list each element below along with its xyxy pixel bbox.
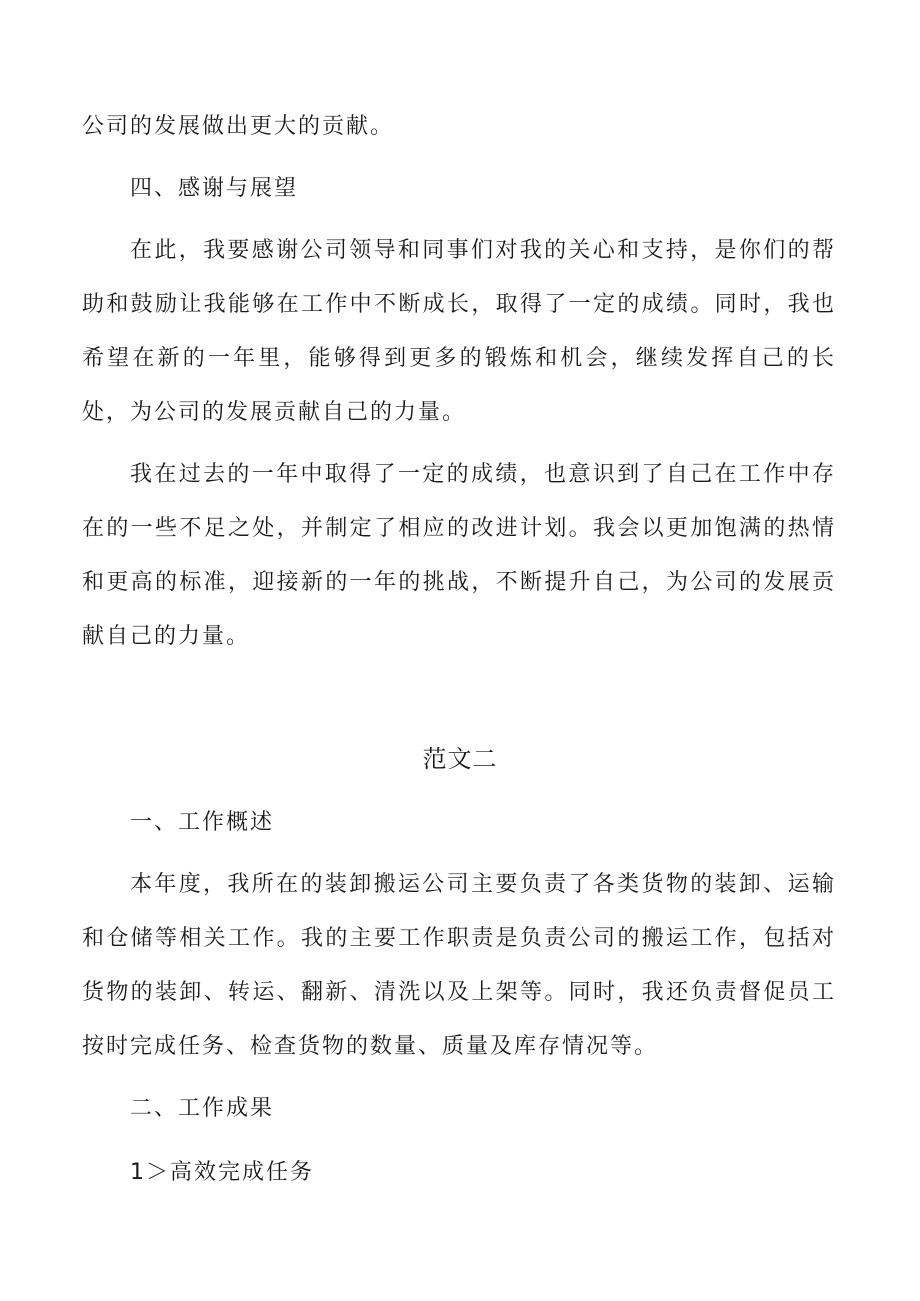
section-heading-work-overview: 一、工作概述 xyxy=(130,810,275,835)
work-overview-paragraph: 本年度，我所在的装卸搬运公司主要负责了各类货物的装卸、运输和仓储等相关工作。我的主要工作职责是负责公司的搬运工作，包括对货物的装卸、转运、翻新、清洗以及上架等。同时，我还负责督促员工按时完成任务、检查货物的数量、质量及库存情况等。 xyxy=(82,872,836,1059)
thanks-paragraph: 在此，我要感谢公司领导和同事们对我的关心和支持，是你们的帮助和鼓励让我能够在工作中不断成长，取得了一定的成绩。同时，我也希望在新的一年里，能够得到更多的锻炼和机会，继续发挥自己的长处，为公司的发展贡献自己的力量。 xyxy=(82,238,836,425)
subheading-efficient-task-completion: 1＞高效完成任务 xyxy=(130,1160,314,1185)
section-heading-work-results: 二、工作成果 xyxy=(130,1096,275,1121)
sample-two-title: 范文二 xyxy=(422,745,498,773)
continuation-paragraph: 公司的发展做出更大的贡献。 xyxy=(82,114,395,139)
section-heading-thanks-outlook: 四、感谢与展望 xyxy=(130,176,299,201)
reflection-paragraph: 我在过去的一年中取得了一定的成绩，也意识到了自己在工作中存在的一些不足之处，并制定了相应的改进计划。我会以更加饱满的热情和更高的标准，迎接新的一年的挑战，不断提升自己，为公司的发展贡献自己的力量。 xyxy=(82,462,836,649)
